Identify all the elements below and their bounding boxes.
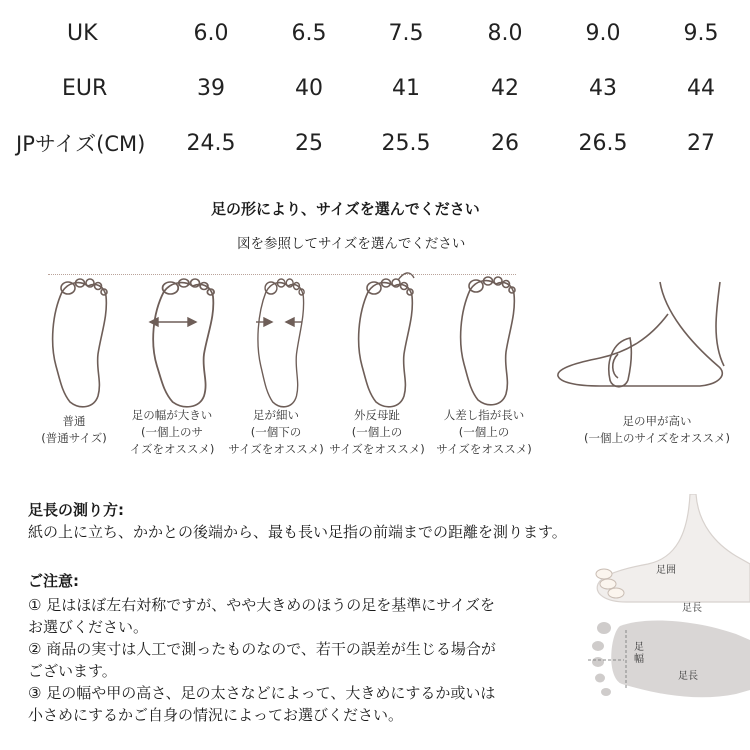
foot-type-advice: (普通サイズ) xyxy=(41,431,107,445)
foot-type-long-toe-caption xyxy=(432,407,536,458)
note-line: 小さめにするかご自身の情況によってお選びください。 xyxy=(28,706,404,724)
size-cell: 25.5 xyxy=(381,131,431,156)
foot-type-wide-caption xyxy=(122,407,222,458)
width-arrows-icon xyxy=(150,318,196,326)
foot-type-name: 普通 xyxy=(62,414,86,428)
foot-type-name: 足の幅が大きい xyxy=(131,408,213,422)
foot-type-name: 足が細い xyxy=(253,408,299,422)
size-cell: 7.5 xyxy=(388,21,424,46)
measurement-diagram xyxy=(586,494,750,724)
foot-type-advice: (一個下の xyxy=(250,425,302,439)
foot-type-advice: (一個上の xyxy=(458,425,510,439)
foot-footprint-icon xyxy=(588,620,750,697)
size-cell: 40 xyxy=(295,76,323,101)
foot-bunion-icon xyxy=(359,273,414,407)
size-cell: 6.0 xyxy=(193,21,229,46)
size-row-uk xyxy=(0,14,750,54)
foot-type-advice: (一個上の xyxy=(351,425,403,439)
note-line: ③ 足の幅や甲の高さ、足の太さなどによって、大きめにするか或いは xyxy=(28,684,496,702)
size-cell: 39 xyxy=(197,76,225,101)
narrow-arrows-icon xyxy=(256,318,302,326)
size-cell: 6.5 xyxy=(291,21,327,46)
size-cell: 9.0 xyxy=(585,21,621,46)
note-line: お選びください。 xyxy=(28,618,149,636)
foot-type-normal-caption xyxy=(34,413,114,447)
note-line: ございます。 xyxy=(28,662,117,680)
foot-type-narrow-caption xyxy=(226,407,326,458)
foot-guide-subtitle: 図を参照してサイズを選んでください xyxy=(237,236,466,252)
foot-type-advice: イズをオススメ) xyxy=(129,442,215,456)
length-label-bottom: 足長 xyxy=(678,671,698,682)
foot-side-view-icon xyxy=(597,494,750,602)
foot-normal-icon xyxy=(53,279,107,407)
foot-type-bunion-caption xyxy=(326,407,428,458)
foot-narrow-icon xyxy=(258,279,304,407)
girth-label: 足囲 xyxy=(656,565,676,576)
foot-type-advice: サイズをオススメ) xyxy=(436,442,532,456)
width-label: 足幅 xyxy=(634,642,644,665)
foot-guide-title: 足の形により、サイズを選んでください xyxy=(211,200,480,218)
foot-type-high-instep-caption xyxy=(572,413,742,447)
row-label: UK xyxy=(67,21,98,46)
size-cell: 43 xyxy=(589,76,617,101)
size-cell: 24.5 xyxy=(186,131,236,156)
size-cell: 8.0 xyxy=(487,21,523,46)
foot-shapes-illustration xyxy=(0,262,750,412)
size-row-eur xyxy=(0,69,750,109)
size-cell: 41 xyxy=(392,76,420,101)
measure-instruction: 紙の上に立ち、かかとの後端から、最も長い足指の前端までの距離を測ります。 xyxy=(28,523,567,541)
note-line: ① 足はほぼ左右対称ですが、やや大きめのほうの足を基準にサイズを xyxy=(28,596,496,614)
size-row-jp xyxy=(0,124,750,164)
foot-type-advice: (一個上のサイズをオススメ) xyxy=(584,431,730,445)
notes-list xyxy=(28,594,496,726)
foot-wide-icon xyxy=(153,279,214,407)
note-line: ② 商品の実寸は人工で測ったものなので、若干の誤差が生じる場合が xyxy=(28,640,496,658)
foot-type-name: 足の甲が高い xyxy=(622,414,692,428)
size-cell: 25 xyxy=(295,131,323,156)
foot-type-name: 人差し指が長い xyxy=(443,408,525,422)
size-cell: 26 xyxy=(491,131,519,156)
foot-long-second-toe-icon xyxy=(461,277,515,405)
length-label-top: 足長 xyxy=(682,603,702,614)
size-cell: 42 xyxy=(491,76,519,101)
size-cell: 27 xyxy=(687,131,715,156)
foot-type-advice: サイズをオススメ) xyxy=(228,442,324,456)
foot-type-advice: サイズをオススメ) xyxy=(329,442,425,456)
measure-heading: 足長の測り方: xyxy=(28,501,124,519)
row-label: EUR xyxy=(62,76,108,101)
notes-heading: ご注意: xyxy=(28,572,79,590)
size-cell: 9.5 xyxy=(683,21,719,46)
foot-high-instep-icon xyxy=(558,282,724,387)
foot-type-name: 外反母趾 xyxy=(354,408,400,422)
size-cell: 44 xyxy=(687,76,715,101)
size-cell: 26.5 xyxy=(578,131,628,156)
foot-type-advice: (一個上のサ xyxy=(141,425,203,439)
row-label: JPサイズ(CM) xyxy=(16,132,146,156)
